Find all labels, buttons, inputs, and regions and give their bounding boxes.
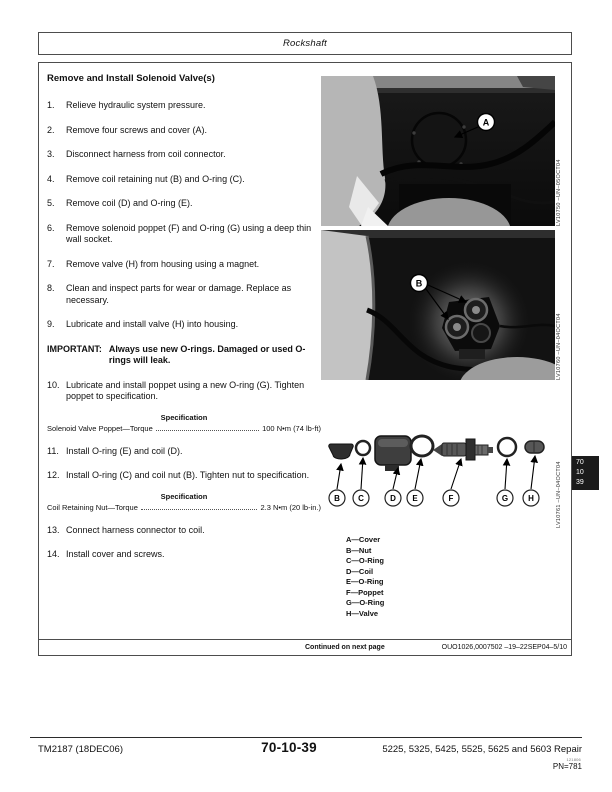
- coil-nut-center: [472, 306, 480, 314]
- tab-line: 10: [576, 469, 584, 476]
- legend-item: H—Valve: [346, 608, 379, 618]
- spec-line: [47, 503, 321, 512]
- step-14: [47, 549, 321, 561]
- step-number: 5.: [47, 198, 55, 208]
- step-text: Remove coil (D) and O-ring (E).: [66, 198, 193, 208]
- step-number: 12.: [47, 470, 60, 480]
- valve-port: [472, 324, 490, 342]
- doc-reference: OUO1026,0007502 –19–22SEP04–5/10: [441, 644, 567, 651]
- step-text: Lubricate and install valve (H) into housing.: [66, 319, 239, 329]
- callout-b-letter: B: [415, 278, 423, 289]
- dot-leader: [156, 430, 259, 431]
- content-box: [38, 62, 572, 656]
- image-id-diagram: LV10761 –UN–04OCT04: [556, 461, 562, 528]
- important-note: [47, 344, 321, 367]
- callout-arrow: [415, 459, 421, 489]
- photo-cover-location: [321, 76, 555, 226]
- manual-id: TM2187 (18DEC06): [38, 744, 124, 755]
- pn-number: PN=781: [552, 762, 582, 771]
- step-number: 6.: [47, 222, 55, 233]
- callout-letter: E: [412, 494, 418, 503]
- spec-value: 2.3 N•m (20 lb-in.): [260, 502, 321, 512]
- callout-arrow: [451, 459, 461, 489]
- photo-2: [321, 230, 555, 380]
- legend-item: B—Nut: [346, 545, 372, 555]
- box-footer: [39, 639, 571, 655]
- step-number: 7.: [47, 258, 55, 269]
- model-list: 5225, 5325, 5425, 5525, 5625 and 5603 Repair: [382, 744, 582, 755]
- footer-rule: [30, 737, 582, 738]
- tab-line: 39: [576, 479, 584, 486]
- step-10: [47, 380, 321, 403]
- chapter-title: Rockshaft: [282, 38, 328, 49]
- running-header: [38, 32, 572, 55]
- step-text: Disconnect harness from coil connector.: [66, 149, 226, 159]
- page-number: 70-10-39: [261, 740, 317, 755]
- step-text: Clean and inspect parts for wear or damage. Replace as necessary.: [66, 283, 292, 305]
- callout-arrow: [361, 458, 363, 489]
- step-text: Install cover and screws.: [66, 549, 165, 559]
- tab-line: 70: [576, 459, 584, 466]
- callout-letter: B: [334, 494, 340, 503]
- dot-leader: [141, 509, 258, 510]
- step-1: [47, 100, 321, 112]
- step-number: 9.: [47, 319, 55, 329]
- legend-item: C—O-Ring: [346, 556, 384, 565]
- photo-1: [321, 76, 555, 226]
- step-number: 11.: [47, 445, 59, 456]
- parts-legend: [346, 535, 384, 619]
- step-5: [47, 198, 321, 210]
- callout-letter: H: [528, 494, 534, 503]
- callout-letter: F: [448, 494, 454, 503]
- print-code: 121806: [566, 757, 581, 762]
- legend-item: D—Coil: [346, 566, 374, 576]
- step-number: 13.: [47, 524, 60, 535]
- diagram: [321, 423, 555, 528]
- callout-arrow: [393, 468, 398, 489]
- callout-letter: G: [501, 494, 509, 503]
- part-oring-g: [498, 438, 516, 456]
- step-text: Relieve hydraulic system pressure.: [66, 100, 206, 110]
- step-12: [47, 470, 321, 482]
- callout-arrow: [531, 456, 535, 489]
- text-column: [47, 73, 321, 574]
- legend-item: A—Cover: [346, 535, 381, 544]
- callout-letter: C: [358, 494, 364, 503]
- spec-block-2: [47, 492, 321, 512]
- spec-name: Solenoid Valve Poppet—Torque: [47, 423, 153, 433]
- section-tab: [572, 456, 599, 490]
- step-number: 10.: [47, 379, 60, 390]
- part-coil-highlight: [378, 439, 408, 447]
- step-text: Remove solenoid poppet (F) and O-ring (G) using a deep thin wall socket.: [66, 222, 312, 244]
- part-nut: [329, 444, 354, 459]
- step-number: 2.: [47, 124, 55, 135]
- step-text: Install O-ring (C) and coil nut (B). Tighten nut to specification.: [66, 470, 310, 480]
- screw: [412, 131, 415, 134]
- photo-solenoid-coils: [321, 230, 555, 380]
- callout-a-letter: A: [482, 117, 490, 128]
- legend-item: F—Poppet: [346, 587, 384, 597]
- step-number: 14.: [47, 549, 60, 559]
- step-9: [47, 319, 321, 331]
- coil-nut-center: [453, 323, 461, 331]
- step-text: Connect harness connector to coil.: [66, 524, 205, 535]
- screw: [462, 125, 465, 128]
- step-text: Remove valve (H) from housing using a magnet.: [66, 258, 260, 269]
- section-heading: Remove and Install Solenoid Valve(s): [47, 73, 215, 84]
- cab-panel: [321, 230, 374, 380]
- spec-title: Specification: [160, 412, 208, 422]
- step-text: Remove coil retaining nut (B) and O-ring (C).: [66, 173, 245, 184]
- part-poppet-hex: [466, 439, 475, 460]
- callout-letter: D: [390, 494, 396, 503]
- spec-value: 100 N•m (74 lb-ft): [262, 423, 321, 433]
- callout-arrow: [505, 459, 507, 489]
- callout-arrow: [337, 464, 341, 489]
- important-label: IMPORTANT:: [47, 343, 102, 354]
- image-id-photo2: LV10760 –UN–04OCT04: [556, 313, 562, 380]
- spec-block-1: [47, 413, 321, 433]
- step-number: 8.: [47, 283, 55, 293]
- step-text: Install O-ring (E) and coil (D).: [66, 445, 183, 456]
- legend-item: E—O-Ring: [346, 577, 384, 586]
- parts-diagram: [321, 423, 555, 528]
- bracket: [459, 349, 485, 359]
- legend-item: G—O-Ring: [346, 598, 385, 607]
- continued-label: Continued on next page: [305, 644, 385, 651]
- part-oring-e: [411, 436, 433, 456]
- step-11: [47, 446, 321, 458]
- part-oring-c: [356, 441, 370, 455]
- step-7: [47, 259, 321, 271]
- step-4: [47, 174, 321, 186]
- step-3: [47, 149, 321, 161]
- part-poppet-end: [488, 447, 493, 453]
- step-number: 3.: [47, 149, 55, 159]
- step-2: [47, 125, 321, 137]
- step-6: [47, 223, 321, 246]
- solenoid-cover: [412, 113, 466, 167]
- part-coil-tab: [385, 465, 399, 471]
- step-number: 4.: [47, 173, 55, 184]
- step-13: [47, 525, 321, 537]
- part-poppet-body: [442, 443, 466, 456]
- important-text: Always use new O-rings. Damaged or used O-rings will leak.: [108, 343, 306, 365]
- spec-title: Specification: [160, 491, 208, 501]
- image-id-photo1: LV10750 –UN–05OCT04: [556, 159, 562, 226]
- spec-line: [47, 424, 321, 433]
- step-text: Lubricate and install poppet using a new O-ring (G). Tighten poppet to specification.: [66, 379, 305, 401]
- step-8: [47, 283, 321, 306]
- step-text: Remove four screws and cover (A).: [66, 124, 208, 135]
- step-number: 1.: [47, 100, 55, 110]
- spec-name: Coil Retaining Nut—Torque: [47, 502, 138, 512]
